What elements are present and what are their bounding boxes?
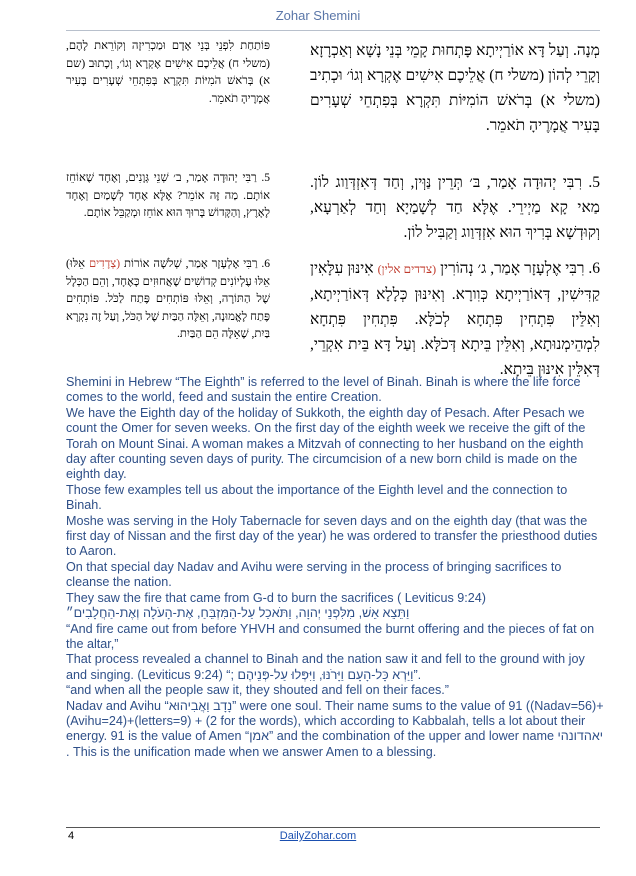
hebrew-translation-3 (66, 256, 270, 382)
aramaic-verse-rest: אִינּוּן עִלָּאִין קַדִּישִׁין, דְּאוֹרַיְיתָא כְּוִורָא. וְאִינּוּן כְּלָלָא דְּאוֹרַיְיתָא, וְאִלֵּין פִּתְחִין פִּתְחָא לְכֹלָּא. פִּתְחִין פִּתְחָא לִמְהֵימְנוּתָא, וְאִלֵּין בֵּיתָא דְּכֹלָּא. וְעַל דָּא בֵּית אִקְרֵי, דְּאִלֵּין אִינּוּן בֵּיתָא. (310, 260, 600, 378)
header-divider (66, 30, 600, 31)
commentary-paragraph: Moshe was serving in the Holy Tabernacle for seven days and on the eighth day (that was the first day of Nissan and the first day of the year) he was ordered to transfer the priesthood duties to Aaron. (66, 513, 598, 559)
commentary-paragraph: Those few examples tell us about the importance of the Eighth level and the connection to Binah. (66, 482, 568, 513)
commentary-paragraph: Shemini in Hebrew “The Eighth” is referred to the level of Binah. Binah is where the life force comes to the world, feed and sustain the entire Creation. (66, 375, 581, 405)
footer-divider (66, 827, 600, 828)
commentary-paragraph: They saw the fire that came from G-d to burn the sacrifices ( Leviticus 9:24) (66, 590, 486, 605)
aramaic-text-2: 5. רִבִּי יְהוּדָה אָמַר, בּ׳ תְּרֵין נַּוְּין, וְחַד דְּאִזְדְּוַוג לוֹן. מַאי קָא מַיְירֵי. אֶלָּא חַד לְשָׁמַיָא וְחַד לְאַרְעָא, וְקוּדְשָׁא בְּרִיךְ הוּא אִזְדְּוַוג וְקַבִּיל לוֹן. (310, 174, 600, 241)
commentary-paragraph: We have the Eighth day of the holiday of Sukkoth, the eighth day of Pesach. After Pesach we count the Omer for seven weeks. On the first day of the eighth week we receive the gift of the Torah on Mount Sinai. A woman makes a Mitzvah of connecting to her husband on the eighth day after counting seven days of purity. The circumcision of a new born child is made on the eighth day. (66, 405, 586, 482)
hebrew-verse-start: 6. רַבִּי אֶלְעָזָר אָמַר, שְׁלֹשָׁה אוֹרוֹת (124, 258, 271, 270)
commentary-paragraph: “And fire came out from before YHVH and consumed the burnt offering and the pieces of fat on the altar,” (66, 621, 595, 651)
hebrew-annotation: (צְדָדִים (88, 258, 121, 270)
aramaic-text-1: מְנָה. וְעַל דָּא אוֹרַיְיתָא פָּתְחוּת קָמֵי בְּנֵי נָשָׁא וְאַכְרָזָא וְקָרֵי לְהוֹן (משלי ח) אֲלֵיכֶם אִישִׁים אֶקְרָא וְגוֹ׳ וּכְתִיב (משלי א) בְּרֹאשׁ הוֹמִיּוֹת תִּקְרָא בְּפִתְחֵי שְׁעָרִים בָּעִיר אֲמָרֶיהָ תֹאמֵר. (310, 42, 600, 134)
page-number: 4 (68, 830, 75, 842)
hebrew-translation-2: 5. רַבִּי יְהוּדָה אָמַר, ב׳ שְׁנֵי גְּוָנִים, וְאֶחָד שֶׁאוֹחֵז אוֹתָם. מַה זֶּה אוֹמֵר? אֶלָּא אֶחָד לְשָׁמַיִם וְאֶחָד לָאָרֶץ, וְהַקָּדוֹשׁ בָּרוּךְ הוּא אוֹחֵז וּמְקַבֵּל אוֹתָם. (66, 172, 270, 219)
commentary-hebrew-verse: וַתֵּצֵא אֵשׁ, מִלִּפְנֵי יְהוָה, וַתֹּאכַל עַל-הַמִּזְבֵּחַ, אֶת-הָעֹלָה וְאֶת-הַחֲלָבִים״ (66, 606, 410, 621)
hebrew-translation-1: פּוֹתַחַת לִפְנֵי בְּנֵי אָדָם וּמַכְרִיזָה וְקוֹרֵאת לָהֶם, (משלי ח) אֲלֵיכֶם אִישִׁים אֶקְרָא וְגוֹ׳, וְכָתוּב (שם א) בְּרֹאשׁ הֹמִיּוֹת תִּקְרָא בְּפִתְחֵי שְׁעָרִים בָּעִיר אֲמָרֶיהָ תֹאמֵר. (66, 40, 270, 105)
hebrew-verse-rest: אֵלּוּ) אֵלּוּ עֶלְיוֹנִים קְדוֹשִׁים שֶׁאֲחוּזִים כָּאֶחָד, וְהֵם הַכְּלָל שֶׁל הַתּוֹרָה, וְאֵלּוּ פּוֹתְחִים פֶּתַח לַכֹּל. פּוֹתְחִים פֶּתַח לָאֱמוּנָה, וְאֵלֶּה הַבַּיִת שֶׁל הַכֹּל, וְעַל זֶה נִקְרָא בַּיִת, שֶׁאֵלֶּה הֵם הַבַּיִת. (66, 258, 270, 340)
site-link[interactable]: DailyZohar.com (279, 830, 357, 842)
commentary-paragraph: That process revealed a channel to Binah and the nation saw it and fell to the ground with joy and singing. (Leviticus 9:24) “; וַיַּרְא כָּל-הָעָם וַיָּרֹנּוּ, וַיִּפְּלוּ עַל-פְּנֵיהֶם”. (66, 652, 585, 682)
page-header-title: Zohar Shemini (275, 8, 361, 23)
commentary-paragraph: On that special day Nadav and Avihu were serving in the process of bringing sacrifices to cleanse the nation. (66, 559, 562, 590)
aramaic-verse-start: 6. רִבִּי אֶלְעָזָר אָמַר, ג׳ נְהוֹרִין (440, 260, 601, 277)
zohar-row-2 (66, 170, 600, 245)
commentary (66, 375, 604, 760)
aramaic-annotation: (צדדים אלין) (377, 262, 437, 276)
zohar-row-1 (66, 38, 600, 138)
aramaic-text-3 (310, 256, 600, 382)
zohar-row-3 (66, 256, 600, 382)
commentary-paragraph: “and when all the people saw it, they shouted and fell on their faces.” (66, 683, 449, 698)
commentary-paragraph: Nadav and Avihu “נָדָב וַאֲבִיהוּא” were one soul. Their name sums to the value of 91 ((Nadav=56)+ (Avihu=24)+(letters=9) + (2 for the words), which according to Kabbalah, tells a lot about their energy. 91 is the value of Amen “אמן” and the combination of the upper and lower name יאהדונהי . This is the unification made when we answer Amen to a blessing. (66, 698, 604, 759)
